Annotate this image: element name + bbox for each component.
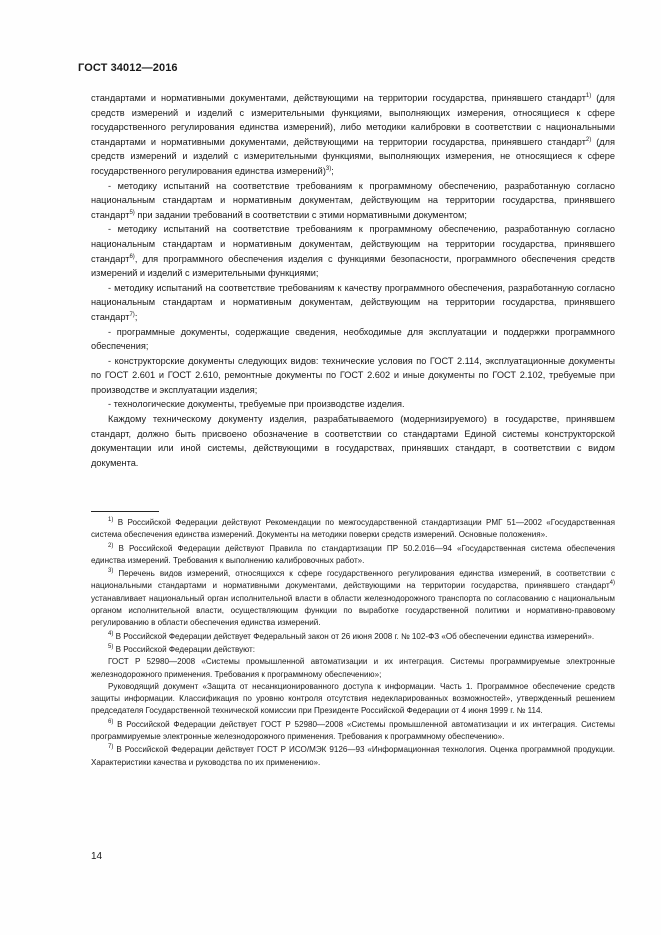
footnote: $^{6)}$ В Российской Федерации действует ГОСТ Р 52980—2008 «Системы промышленной автоматизации и их интеграция. Системы программируемые электронные железнодорожного применения. Требования к программному обеспечению».: [91, 718, 615, 742]
page-number: 14: [91, 851, 103, 862]
footnote-ref: 1): [585, 93, 592, 99]
footnote: $^{5)}$ В Российской Федерации действуют:: [108, 643, 256, 654]
paragraph: Каждому техническому документу изделия, разрабатываемого (модернизируемого) в государстве, принявшем стандарт, должно быть присвоено обозначение в соответствии со стандартами Единой системы конструкторской документации или иной системы, действующими в государствах, принявших стандарт, в соответствии с видом документа.: [91, 414, 615, 468]
footnote-ref: 5): [129, 209, 135, 216]
footnote: $^{7)}$ В Российской Федерации действует ГОСТ Р ИСО/МЭК 9126—93 «Информационная технология. Оценка программной продукции. Характеристики качества и руководства по их применению».: [91, 744, 615, 767]
list-item: - программные документы, содержащие сведения, необходимые для эксплуатации и поддержки программного обеспечения;: [91, 326, 615, 352]
footnote-continuation: Руководящий документ «Защита от несанкционированного доступа к информации. Часть 1. Программное обеспечение средств защиты информации. Классификация по уровню контроля отсутствия недекларированных возможностей», утвержденный решением председателя Государственной технической комиссии при Президенте Российской Федерации от 4 июня 1999 г. № 114.: [91, 681, 615, 716]
footnote: $^{1)}$ В Российской Федерации действуют Рекомендации по межгосударственной стандартизации РМГ 51—2002 «Государственная система обеспечения единства измерений. Документы на методики поверки средств измерений. Основные положения».: [91, 517, 615, 540]
footnote-ref: 3): [325, 165, 332, 172]
footnote-ref: 2): [585, 136, 592, 143]
list-item: - технологические документы, требуемые при производстве изделия.: [108, 399, 405, 410]
main-text: [91, 91, 615, 470]
list-item: - конструкторские документы следующих видов: технические условия по ГОСТ 2.114, эксплуатационные документы по ГОСТ 2.601 и ГОСТ 2.610, ремонтные документы по ГОСТ 2.602 и иные документы по ГОСТ 2.102, требуемые при производстве и эксплуатации изделия;: [91, 355, 615, 395]
list-item: - методику испытаний на соответствие требованиям к программному обеспечению, разработанную согласно национальным стандартам и нормативным документам, действующим на территории государства, принявшего стандарт$^{5)}$ при задании требований в соответствии с этими нормативными документом;: [91, 180, 615, 220]
footnote-ref: 6): [129, 253, 135, 260]
footnote: $^{2)}$ В Российской Федерации действуют Правила по стандартизации ПР 50.2.016—94 «Государственная система обеспечения единства измерений. Требования к выполнению калибровочных работ».: [91, 542, 615, 565]
footnote: $^{4)}$ В Российской Федерации действует Федеральный закон от 26 июня 2008 г. № 102-ФЗ «Об обеспечении единства измерений».: [108, 630, 595, 641]
footnote-divider: [91, 511, 159, 512]
list-item: - методику испытаний на соответствие требованиям к программному обеспечению, разработанную согласно национальным стандартам и нормативным документам, действующим на территории государства, принявшего стандарт$^{6)}$, для программного обеспечения изделия с функциями безопасности, программного обеспечения средств измерений и изделий с измерительными функциями;: [91, 224, 615, 279]
footnote: $^{3)}$ Перечень видов измерений, относящихся к сфере государственного регулирования единства измерений, в соответствии с национальными стандартами и нормативными документами, действующими на территории государства, принявшего стандарт$^{4)}$ устанавливает национальный орган исполнительной власти в области железнодорожного транспорта по согласованию с национальным органом исполнительной власти, осуществляющим функции по выработке государственной политики и нормативно-правовому регулированию в области обеспечения единства измерений.: [91, 568, 615, 628]
footnotes: [91, 517, 615, 770]
footnote-continuation: ГОСТ Р 52980—2008 «Системы промышленной автоматизации и их интеграция. Системы программируемые электронные железнодорожного применения. Требования к программному обеспечению»;: [91, 657, 615, 679]
footnote-ref: 7): [129, 311, 135, 318]
list-item: - методику испытаний на соответствие требованиям к качеству программного обеспечения, разработанную согласно национальным стандартам и нормативным документам, действующим на территории государства, принявшего стандарт$^{7)}$;: [91, 282, 615, 322]
document-header: ГОСТ 34012—2016: [78, 62, 178, 74]
paragraph: стандартами и нормативными документами, действующими на территории государства, принявшего стандарт$^{1)}$ (для средств измерений и изделий с измерительными функциями, выполняющих измерения, относящиеся к сфере государственного регулирования единства измерений), либо методики калибровки в соответствии с национальными стандартами и нормативными документами, действующими на территории государства, принявшего стандарт$^{2)}$ (для средств измерений и изделий с измерительными функциями, выполняющих измерения, не относящиеся к сфере государственного регулирования единства измерений)$^{3)}$;: [91, 93, 615, 176]
